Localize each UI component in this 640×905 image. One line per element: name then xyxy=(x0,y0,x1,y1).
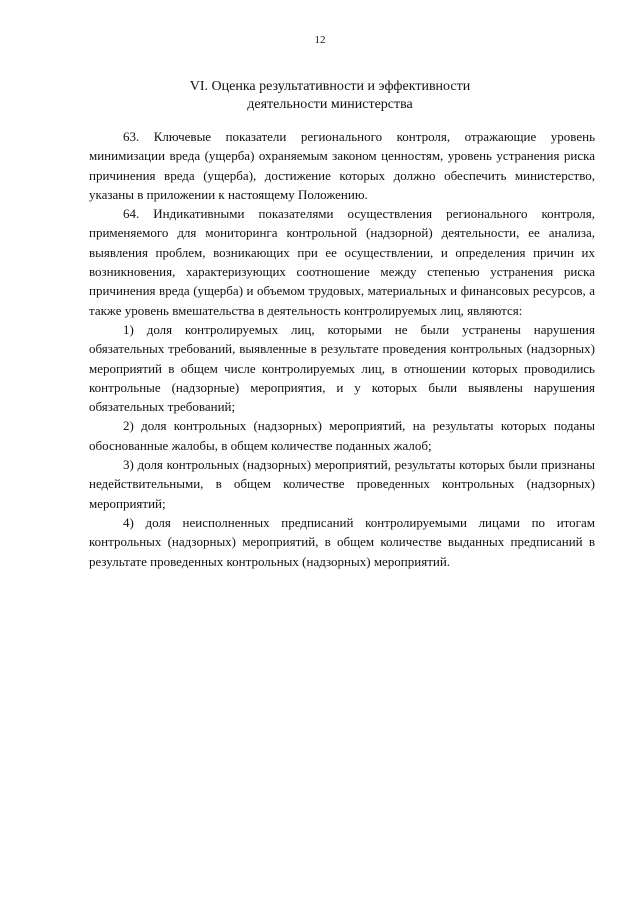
section-title-line-2: деятельности министерства xyxy=(247,97,413,112)
document-body xyxy=(89,127,595,571)
list-item-3: 3) доля контрольных (надзорных) мероприятий, результаты которых были признаны недействительными, в общем количестве проведенных контрольных (надзорных) мероприятий; xyxy=(89,457,595,511)
section-title-line-1: VI. Оценка результативности и эффективности xyxy=(189,79,471,94)
list-item-2: 2) доля контрольных (надзорных) мероприятий, на результаты которых поданы обоснованные жалобы, в общем количестве поданных жалоб; xyxy=(89,418,595,453)
page-number: 12 xyxy=(314,34,326,46)
paragraph-64: 64. Индикативными показателями осуществления регионального контроля, применяемого для мониторинга контрольной (надзорной) деятельности, ее анализа, выявления проблем, возникающих при ее осуществлении, и определения причин их возникновения, характеризующих соотношение между степенью устранения риска причинения вреда (ущерба) и объемом трудовых, материальных и финансовых ресурсов, а также уровень вмешательства в деятельность контролируемых лиц, являются: xyxy=(89,206,595,318)
paragraph-63: 63. Ключевые показатели регионального контроля, отражающие уровень минимизации вреда (ущерба) охраняемым законом ценностям, уровень устранения риска причинения вреда (ущерба), достижение которых должно обеспечить министерство, указаны в приложении к настоящему Положению. xyxy=(89,129,595,202)
list-item-4: 4) доля неисполненных предписаний контролируемыми лицами по итогам контрольных (надзорных) мероприятий, в общем количестве выданных предписаний в результате проведенных контрольных (надзорных) мероприятий. xyxy=(89,514,595,569)
list-item-1: 1) доля контролируемых лиц, которыми не были устранены нарушения обязательных требований, выявленные в результате проведения контрольных (надзорных) мероприятий в общем числе контролируемых лиц, в отношении которых проводились контрольные (надзорные) мероприятия, и у которых были выявлены нарушения обязательных требований; xyxy=(89,321,595,415)
section-title xyxy=(70,78,590,114)
